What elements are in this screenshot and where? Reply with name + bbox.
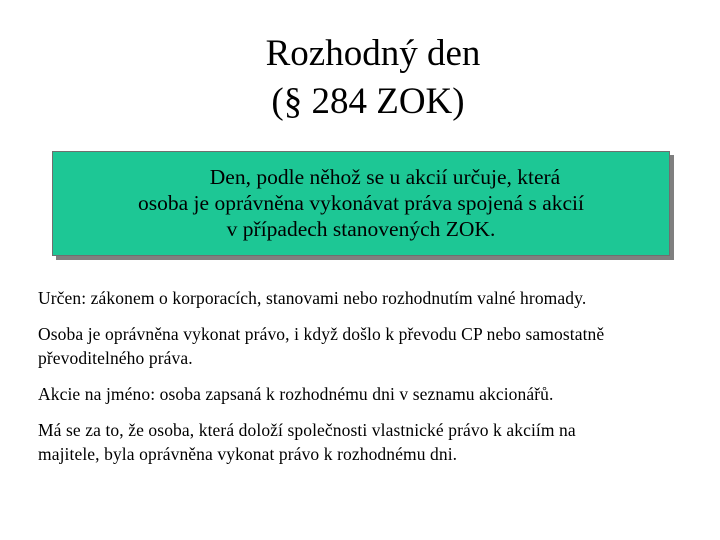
slide-title (0, 30, 720, 126)
paragraph-line: Má se za to, že osoba, která doloží společnosti vlastnické právo k akciím na (38, 420, 576, 440)
paragraph-bearer-shares (38, 418, 688, 466)
definition-line-1: Den, podle něhož se u akcií určuje, která (209, 165, 561, 189)
definition-box (52, 151, 670, 256)
definition-line-2: osoba je oprávněna vykonávat práva spojená s akcií (138, 191, 584, 215)
definition-text (53, 164, 669, 242)
paragraph-registered-shares (38, 382, 688, 406)
paragraph-line: Osoba je oprávněna vykonat právo, i když došlo k převodu CP nebo samostatně (38, 324, 605, 344)
title-line-2: (§ 284 ZOK) (271, 81, 465, 122)
paragraph-right-despite-transfer (38, 322, 688, 370)
paragraph-line: Určen: zákonem o korporacích, stanovami nebo rozhodnutím valné hromady. (38, 288, 587, 308)
paragraph-determined-by (38, 286, 688, 310)
body-paragraphs (38, 286, 688, 478)
paragraph-line: převoditelného práva. (38, 348, 193, 368)
title-line-1: Rozhodný den (265, 33, 481, 74)
definition-line-3: v případech stanovených ZOK. (226, 217, 496, 241)
paragraph-line: Akcie na jméno: osoba zapsaná k rozhodnému dni v seznamu akcionářů. (38, 384, 554, 404)
paragraph-line: majitele, byla oprávněna vykonat právo k rozhodnému dni. (38, 444, 458, 464)
